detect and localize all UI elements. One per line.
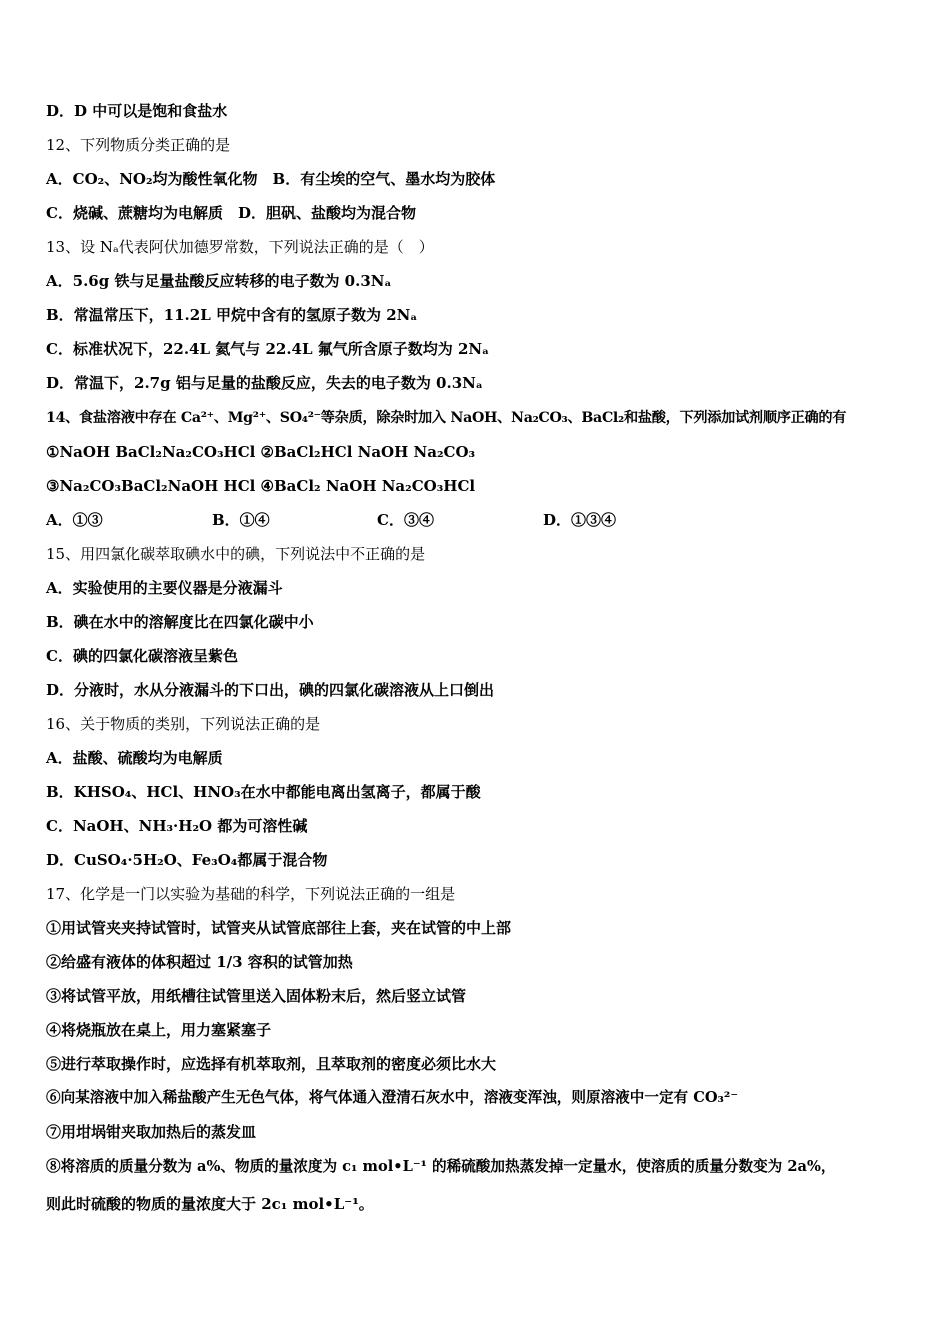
q12-stem: 12、下列物质分类正确的是 xyxy=(46,136,231,154)
q13-stem: 13、设 Nₐ代表阿伏加德罗常数，下列说法正确的是（ ） xyxy=(46,238,434,256)
q17-item-6: ⑥向某溶液中加入稀盐酸产生无色气体，将气体通入澄清石灰水中，溶液变浑浊，则原溶液中一定有 CO₃²⁻ xyxy=(46,1089,739,1106)
q16-option-a: A．盐酸、硫酸均为电解质 xyxy=(46,749,223,767)
q16-stem: 16、关于物质的类别，下列说法正确的是 xyxy=(46,715,321,733)
q14-choice-34: ③Na₂CO₃BaCl₂NaOH HCl ④BaCl₂ NaOH Na₂CO₃HCl xyxy=(46,477,476,495)
q14-option-d: D．①③④ xyxy=(543,511,617,529)
q16-option-b: B．KHSO₄、HCl、HNO₃在水中都能电离出氢离子，都属于酸 xyxy=(46,783,481,801)
q14-option-a: A．①③ xyxy=(46,511,103,529)
q17-stem: 17、化学是一门以实验为基础的科学，下列说法正确的一组是 xyxy=(46,885,456,903)
q12-options-cd: C．烧碱、蔗糖均为电解质 D．胆矾、盐酸均为混合物 xyxy=(46,204,416,222)
q15-option-c: C．碘的四氯化碳溶液呈紫色 xyxy=(46,647,238,665)
q15-option-a: A．实验使用的主要仪器是分液漏斗 xyxy=(46,579,283,597)
q13-option-b: B．常温常压下，11.2L 甲烷中含有的氢原子数为 2Nₐ xyxy=(46,306,418,324)
q17-item-8-continued: 则此时硫酸的物质的量浓度大于 2c₁ mol•L⁻¹。 xyxy=(46,1195,374,1213)
q17-item-8: ⑧将溶质的质量分数为 a%、物质的量浓度为 c₁ mol•L⁻¹ 的稀硫酸加热蒸发掉一定量水，使溶质的质量分数变为 2a%， xyxy=(46,1158,836,1175)
q16-option-d: D．CuSO₄·5H₂O、Fe₃O₄都属于混合物 xyxy=(46,851,328,869)
q17-item-7: ⑦用坩埚钳夹取加热后的蒸发皿 xyxy=(46,1123,257,1141)
q15-option-b: B．碘在水中的溶解度比在四氯化碳中小 xyxy=(46,613,314,631)
q13-option-d: D．常温下，2.7g 铝与足量的盐酸反应，失去的电子数为 0.3Nₐ xyxy=(46,374,483,392)
q17-item-3: ③将试管平放，用纸槽往试管里送入固体粉末后，然后竖立试管 xyxy=(46,987,467,1005)
q14-choice-12: ①NaOH BaCl₂Na₂CO₃HCl ②BaCl₂HCl NaOH Na₂CO₃ xyxy=(46,443,476,461)
q13-option-a: A．5.6g 铁与足量盐酸反应转移的电子数为 0.3Nₐ xyxy=(46,272,392,290)
q14-options xyxy=(46,510,946,530)
q12-options-ab: A．CO₂、NO₂均为酸性氧化物 B．有尘埃的空气、墨水均为胶体 xyxy=(46,170,496,188)
q14-option-c: C．③④ xyxy=(377,511,434,529)
q17-item-4: ④将烧瓶放在桌上，用力塞紧塞子 xyxy=(46,1021,272,1039)
q17-item-1: ①用试管夹夹持试管时，试管夹从试管底部往上套，夹在试管的中上部 xyxy=(46,919,512,937)
q11-option-d: D．D 中可以是饱和食盐水 xyxy=(46,102,228,120)
q15-stem: 15、用四氯化碳萃取碘水中的碘，下列说法中不正确的是 xyxy=(46,545,426,563)
q15-option-d: D．分液时，水从分液漏斗的下口出，碘的四氯化碳溶液从上口倒出 xyxy=(46,681,495,699)
q13-option-c: C．标准状况下，22.4L 氦气与 22.4L 氟气所含原子数均为 2Nₐ xyxy=(46,340,490,358)
q14-option-b: B．①④ xyxy=(212,511,270,529)
q17-item-5: ⑤进行萃取操作时，应选择有机萃取剂，且萃取剂的密度必须比水大 xyxy=(46,1055,497,1073)
q17-item-2: ②给盛有液体的体积超过 1/3 容积的试管加热 xyxy=(46,953,353,971)
q16-option-c: C．NaOH、NH₃·H₂O 都为可溶性碱 xyxy=(46,817,308,835)
q14-stem: 14、食盐溶液中存在 Ca²⁺、Mg²⁺、SO₄²⁻等杂质，除杂时加入 NaOH、Na₂CO₃、BaCl₂和盐酸，下列添加试剂顺序正确的有 xyxy=(46,410,847,426)
